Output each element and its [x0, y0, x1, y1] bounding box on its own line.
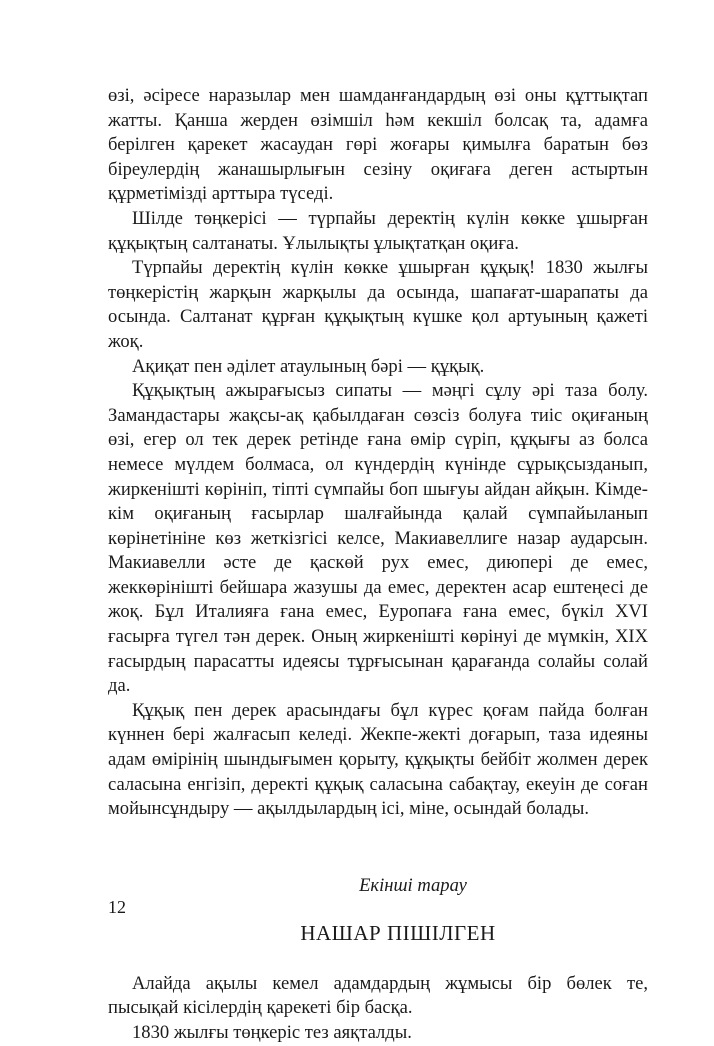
paragraph: Құқық пен дерек арасындағы бұл күрес қоғам пайда болған күннен бері жалғасып келеді. Жекпе-жекті доғарып, таза идеяны адам өмірінің шындығымен қорыту, құқықты бейбіт жолмен дерек саласына енгізіп, деректі құқық саласына сабақтау, екеуін де соған мойынсұндыру — ақылдылардың ісі, міне, осындай болады. — [108, 699, 648, 820]
paragraph: Алайда ақылы кемел адамдардың жұмысы бір бөлек те, пысықай кісілердің қарекеті бір басқа. — [108, 972, 648, 1019]
chapter-title: НАШАР ПІШІЛГЕН — [300, 920, 496, 945]
text-block-top — [108, 84, 648, 822]
paragraph-continued: өзі, әсіресе наразылар мен шамданғандардың өзі оны құттықтап жатты. Қанша жерден өзімшіл һәм кекшіл болсақ та, адамға берілген қарекет жасаудан гөрі жоғары қимылға баратын бөз біреулердің жанашырлығын сезіну оқиғаға деген астыртын құрметімізді арттыра түседі. — [108, 85, 648, 205]
page-number: 12 — [108, 897, 126, 917]
paragraph: 1830 жылғы төңкеріс тез аяқталды. — [132, 1022, 412, 1043]
paragraph: Шілде төңкерісі — түрпайы деректің күлін көкке ұшырған құқықтың салтанаты. Ұлылықты ұлықтатқан оқиға. — [108, 207, 648, 254]
text-block-bottom — [108, 972, 648, 1046]
paragraph: Түрпайы деректің күлін көкке ұшырған құқық! 1830 жылғы төңкерістің жарқын жарқылы да осында, шапағат-шарапаты да осында. Салтанат құрған құқықтың күшке қол артуының қажеті жоқ. — [108, 257, 648, 352]
book-page — [108, 84, 648, 1046]
chapter-label: Екінші тарау — [359, 874, 467, 896]
paragraph: Құқықтың ажырағысыз сипаты — мәңгі сұлу әрі таза болу. Замандастары жақсы-ақ қабылдаған сөзсіз болуға тиіс оқиғаның өзі, егер ол тек дерек ретінде ғана өмір сүріп, құқығы аз болса немесе мүлдем болмаса, ол күндердің күнінде сұрықсызданып, жиркенішті көрініп, тіпті сүмпайы боп шығуы айдан айқын. Кімде-кім оқиғаның ғасырлар шалғайында қалай сүмпайыланып көрінетініне көз жеткізгісі келсе, Макиавеллиге назар аударсын. Макиавелли әсте де қаскөй рух емес, диюпері де емес, жеккөрінішті бейшара жазушы да емес, деректен асар ештеңесі де жоқ. Бұл Италияға ғана емес, Еуропаға ғана емес, бүкіл XVI ғасырға түгел тән дерек. Оның жиркенішті көрінуі де мүмкін, XIX ғасырдың парасатты идеясы тұрғысынан қарағанда солайы солай да. — [108, 380, 648, 697]
paragraph: Ақиқат пен әділет атаулының бәрі — құқық. — [132, 355, 485, 377]
